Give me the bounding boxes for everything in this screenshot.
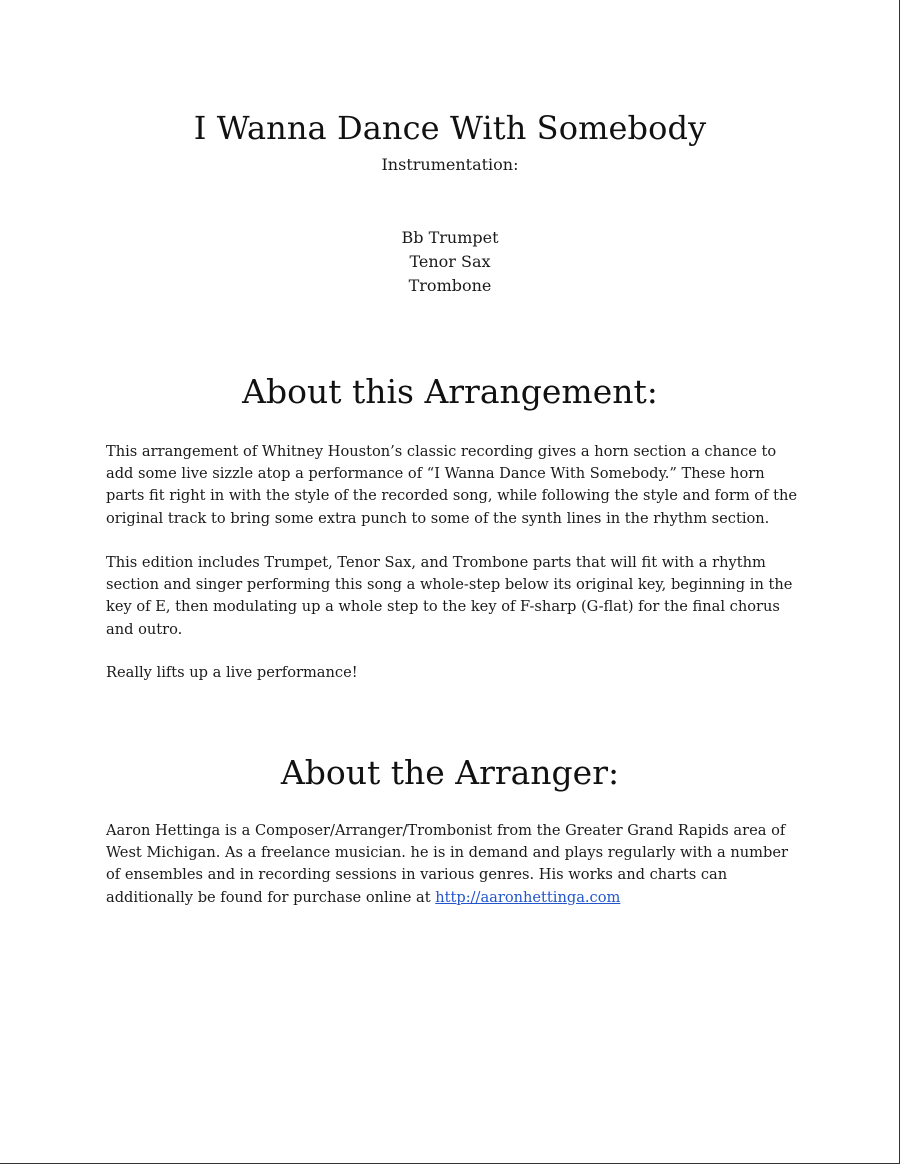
document-title: I Wanna Dance With Somebody <box>193 109 707 147</box>
arranger-website-link[interactable]: http://aaronhettinga.com <box>435 888 621 906</box>
arranger-bio-text: Aaron Hettinga is a Composer/Arranger/Trombonist from the Greater Grand Rapids area of West Michigan. As a freelance musician. he is in demand and plays regularly with a number of ensembles and in recording sessions in various genres. His works and charts can additionally be found for purchase online at <box>106 822 788 906</box>
instrument-list <box>0 226 900 298</box>
arrangement-paragraph: This edition includes Trumpet, Tenor Sax, and Trombone parts that will fit with a rhythm section and singer performing this song a whole-step below its original key, beginning in the key of E, then modulating up a whole step to the key of F-sharp (G-flat) for the final chorus and outro. <box>106 554 793 638</box>
instrument-item: Bb Trumpet <box>401 228 499 247</box>
arrangement-paragraph: Really lifts up a live performance! <box>106 664 358 681</box>
arranger-bio <box>106 820 798 909</box>
instrumentation-label: Instrumentation: <box>381 155 519 174</box>
instrument-item: Trombone <box>408 276 492 295</box>
instrument-item: Tenor Sax <box>409 252 491 271</box>
arrangement-paragraph: This arrangement of Whitney Houston’s classic recording gives a horn section a chance to add some live sizzle atop a performance of “I Wanna Dance With Somebody.” These horn parts fit right in with the style of the recorded song, while following the style and form of the original track to bring some extra punch to some of the synth lines in the rhythm section. <box>106 443 798 527</box>
about-arranger-heading: About the Arranger: <box>280 753 620 792</box>
about-arrangement-heading: About this Arrangement: <box>242 372 658 411</box>
